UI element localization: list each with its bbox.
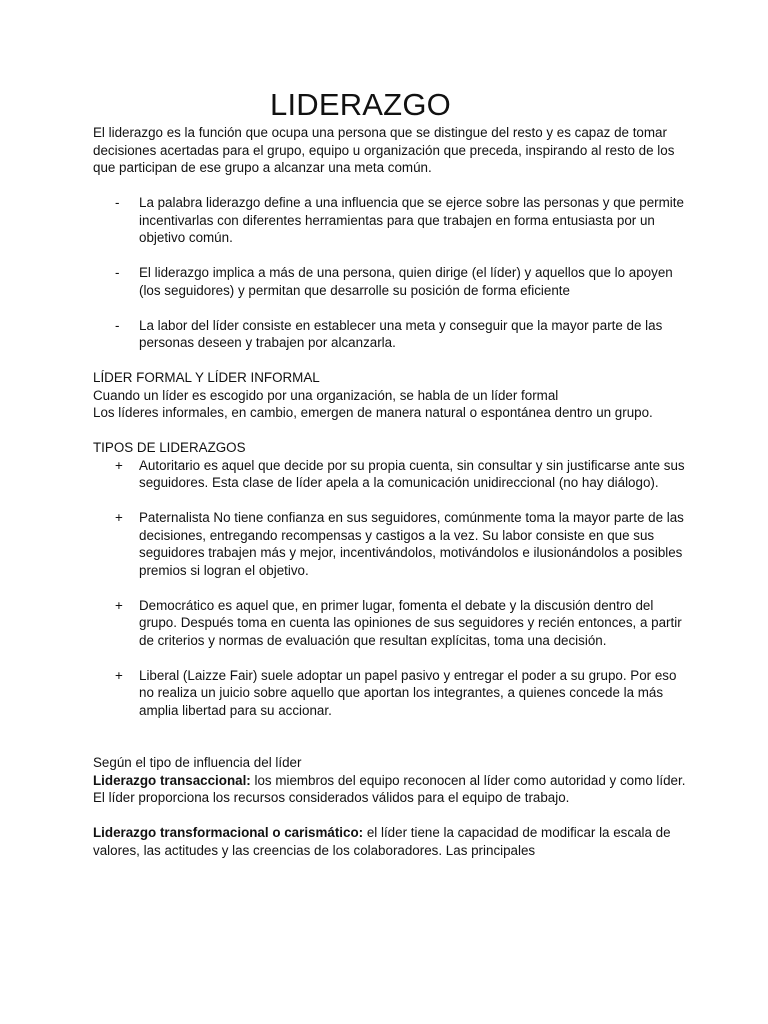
transformational-paragraph [93,824,693,859]
formal-informal-heading: LÍDER FORMAL Y LÍDER INFORMAL [93,370,320,385]
dash-item-text: La labor del líder consiste en establecer una meta y conseguir que la mayor parte de las personas deseen y trabajen por alcanzarla. [139,317,663,350]
type-item-text: Democrático es aquel que, en primer lugar, fomenta el debate y la discusión dentro del grupo. Después toma en cuenta las opiniones de sus seguidores y recién entonces, a partir de criterios y normas de evaluación que resultan explícitas, toma una decisión. [139,597,682,648]
dash-list-item [93,264,693,299]
dash-list-item [93,194,693,247]
type-list-item [93,457,693,492]
spacer [93,299,693,317]
type-list-item [93,667,693,720]
spacer [93,719,693,737]
spacer [93,649,693,667]
spacer [93,807,693,825]
transactional-text: los miembros del equipo reconocen al líder como autoridad y como líder. El líder proporciona los recursos considerados válidos para el equipo de trabajo. [93,772,686,805]
transformational-text: el líder tiene la capacidad de modificar la escala de valores, las actitudes y las creencias de los colaboradores. Las principales [93,825,671,858]
transformational-label: Liderazgo transformacional o carismático: [93,825,364,840]
plus-marker: + [115,597,123,613]
spacer [93,422,693,440]
transactional-paragraph [93,772,693,807]
spacer [93,492,693,510]
plus-marker: + [115,667,123,683]
formal-leader-text: Cuando un líder es escogido por una organización, se habla de un líder formal [93,387,559,403]
transactional-label: Liderazgo transaccional: [93,772,251,788]
dash-item-text: La palabra liderazgo define a una influencia que se ejerce sobre las personas y que permite incentivarlas con diferentes herramientas para que trabajen en forma entusiasta por un objetivo común. [139,195,684,245]
spacer [93,352,693,370]
document-title: LIDERAZGO [270,87,451,122]
type-list-item [93,509,693,579]
plus-marker: + [115,510,123,525]
type-list-item [93,597,693,650]
document-page [93,86,693,859]
type-item-text: Paternalista No tiene confianza en sus seguidores, comúnmente toma la mayor parte de las decisiones, entregando recompensas y castigos a la vez. Su labor consiste en que sus seguidores trabajen más y mejor, incentivándolos, motivándolos e ilusionándolos a posibles premios si logran el objetivo. [139,510,684,578]
dash-item-text: El liderazgo implica a más de una persona, quien dirige (el líder) y aquellos que lo apoyen (los seguidores) y permitan que desarrolle su posición de forma eficiente [139,265,673,298]
spacer [93,177,693,195]
influence-heading: Según el tipo de influencia del líder [93,755,302,770]
dash-list-item [93,317,693,352]
dash-marker: - [115,195,120,210]
spacer [93,737,693,755]
types-heading: TIPOS DE LIDERAZGOS [93,440,246,455]
type-item-text: Liberal (Laizze Fair) suele adoptar un papel pasivo y entregar el poder a su grupo. Por eso no realiza un juicio sobre aquello que aportan los integrantes, a quienes concede la más amplia libertad para su accionar. [139,667,677,718]
spacer [93,247,693,265]
plus-marker: + [115,457,123,473]
spacer [93,579,693,597]
informal-leader-text: Los líderes informales, en cambio, emergen de manera natural o espontánea dentro un grupo. [93,405,653,420]
type-item-text: Autoritario es aquel que decide por su propia cuenta, sin consultar y sin justificarse ante sus seguidores. Esta clase de líder apela a la comunicación unidireccional (no hay diálogo). [139,457,685,490]
intro-paragraph: El liderazgo es la función que ocupa una persona que se distingue del resto y es capaz de tomar decisiones acertadas para el grupo, equipo u organización que preceda, inspirando al resto de los que participan de ese grupo a alcanzar una meta común. [93,125,675,175]
dash-marker: - [115,317,120,333]
dash-marker: - [115,265,120,280]
